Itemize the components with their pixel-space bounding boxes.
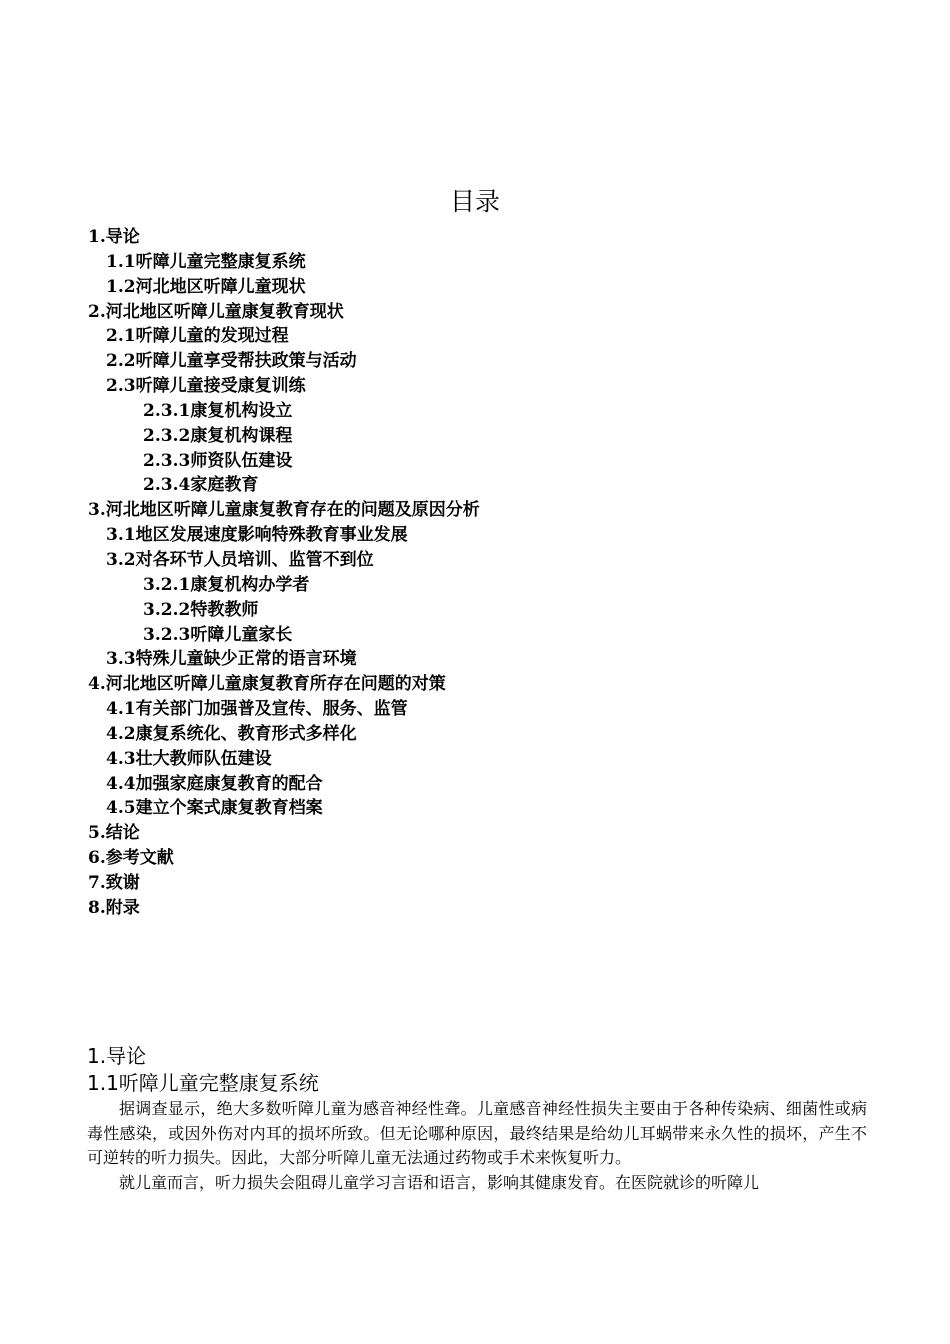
toc-entry[interactable]: 3.2对各环节人员培训、监管不到位 [106, 549, 374, 570]
toc-entry[interactable]: 3.2.1康复机构办学者 [143, 574, 310, 595]
toc-entry[interactable]: 3.河北地区听障儿童康复教育存在的问题及原因分析 [88, 500, 480, 521]
toc-entry[interactable]: 2.3听障儿童接受康复训练 [106, 376, 306, 397]
toc-entry[interactable]: 2.3.4家庭教育 [143, 475, 259, 496]
toc-entry[interactable]: 2.1听障儿童的发现过程 [106, 326, 289, 347]
toc-entry[interactable]: 2.河北地区听障儿童康复教育现状 [88, 301, 344, 322]
subsection-heading: 1.1听障儿童完整康复系统 [87, 1071, 319, 1095]
toc-entry[interactable]: 3.1地区发展速度影响特殊教育事业发展 [106, 525, 408, 546]
toc-entry[interactable]: 8.附录 [88, 897, 140, 918]
document-body [87, 1043, 867, 1195]
body-paragraph: 就儿童而言，听力损失会阻碍儿童学习言语和语言，影响其健康发育。在医院就诊的听障儿 [119, 1172, 760, 1192]
toc-entry[interactable]: 7.致谢 [88, 872, 140, 893]
toc-entry[interactable]: 2.3.1康复机构设立 [143, 400, 293, 421]
toc-entry[interactable]: 4.5建立个案式康复教育档案 [106, 798, 323, 819]
table-of-contents [88, 225, 868, 921]
toc-entry[interactable]: 3.3特殊儿童缺少正常的语言环境 [106, 649, 357, 670]
toc-entry[interactable]: 1.2河北地区听障儿童现状 [106, 276, 306, 297]
toc-entry[interactable]: 1.导论 [88, 227, 140, 247]
toc-entry[interactable]: 4.1有关部门加强普及宣传、服务、监管 [106, 699, 408, 720]
toc-entry[interactable]: 5.结论 [88, 823, 140, 844]
toc-entry[interactable]: 1.1听障儿童完整康复系统 [106, 251, 306, 272]
toc-entry[interactable]: 4.2康复系统化、教育形式多样化 [106, 723, 357, 744]
toc-entry[interactable]: 4.3壮大教师队伍建设 [106, 748, 272, 769]
toc-entry[interactable]: 3.2.2特教教师 [143, 599, 259, 620]
toc-entry[interactable]: 2.3.2康复机构课程 [143, 425, 293, 446]
toc-title: 目录 [449, 187, 500, 216]
body-paragraph: 据调查显示，绝大多数听障儿童为感音神经性聋。儿童感音神经性损失主要由于各种传染病、细菌性或病毒性感染，或因外伤对内耳的损坏所致。但无论哪种原因，最终结果是给幼儿耳蜗带来永久性的损坏，产生不可逆转的听力损失。因此，大部分听障儿童无法通过药物或手术来恢复听力。 [87, 1099, 867, 1167]
toc-entry[interactable]: 4.4加强家庭康复教育的配合 [106, 773, 323, 794]
toc-entry[interactable]: 2.2听障儿童享受帮扶政策与活动 [106, 351, 357, 372]
toc-entry[interactable]: 4.河北地区听障儿童康复教育所存在问题的对策 [88, 674, 446, 695]
toc-entry[interactable]: 2.3.3师资队伍建设 [143, 450, 293, 471]
section-heading: 1.导论 [87, 1044, 147, 1068]
toc-entry[interactable]: 6.参考文献 [88, 848, 174, 869]
toc-entry[interactable]: 3.2.3听障儿童家长 [143, 624, 293, 645]
